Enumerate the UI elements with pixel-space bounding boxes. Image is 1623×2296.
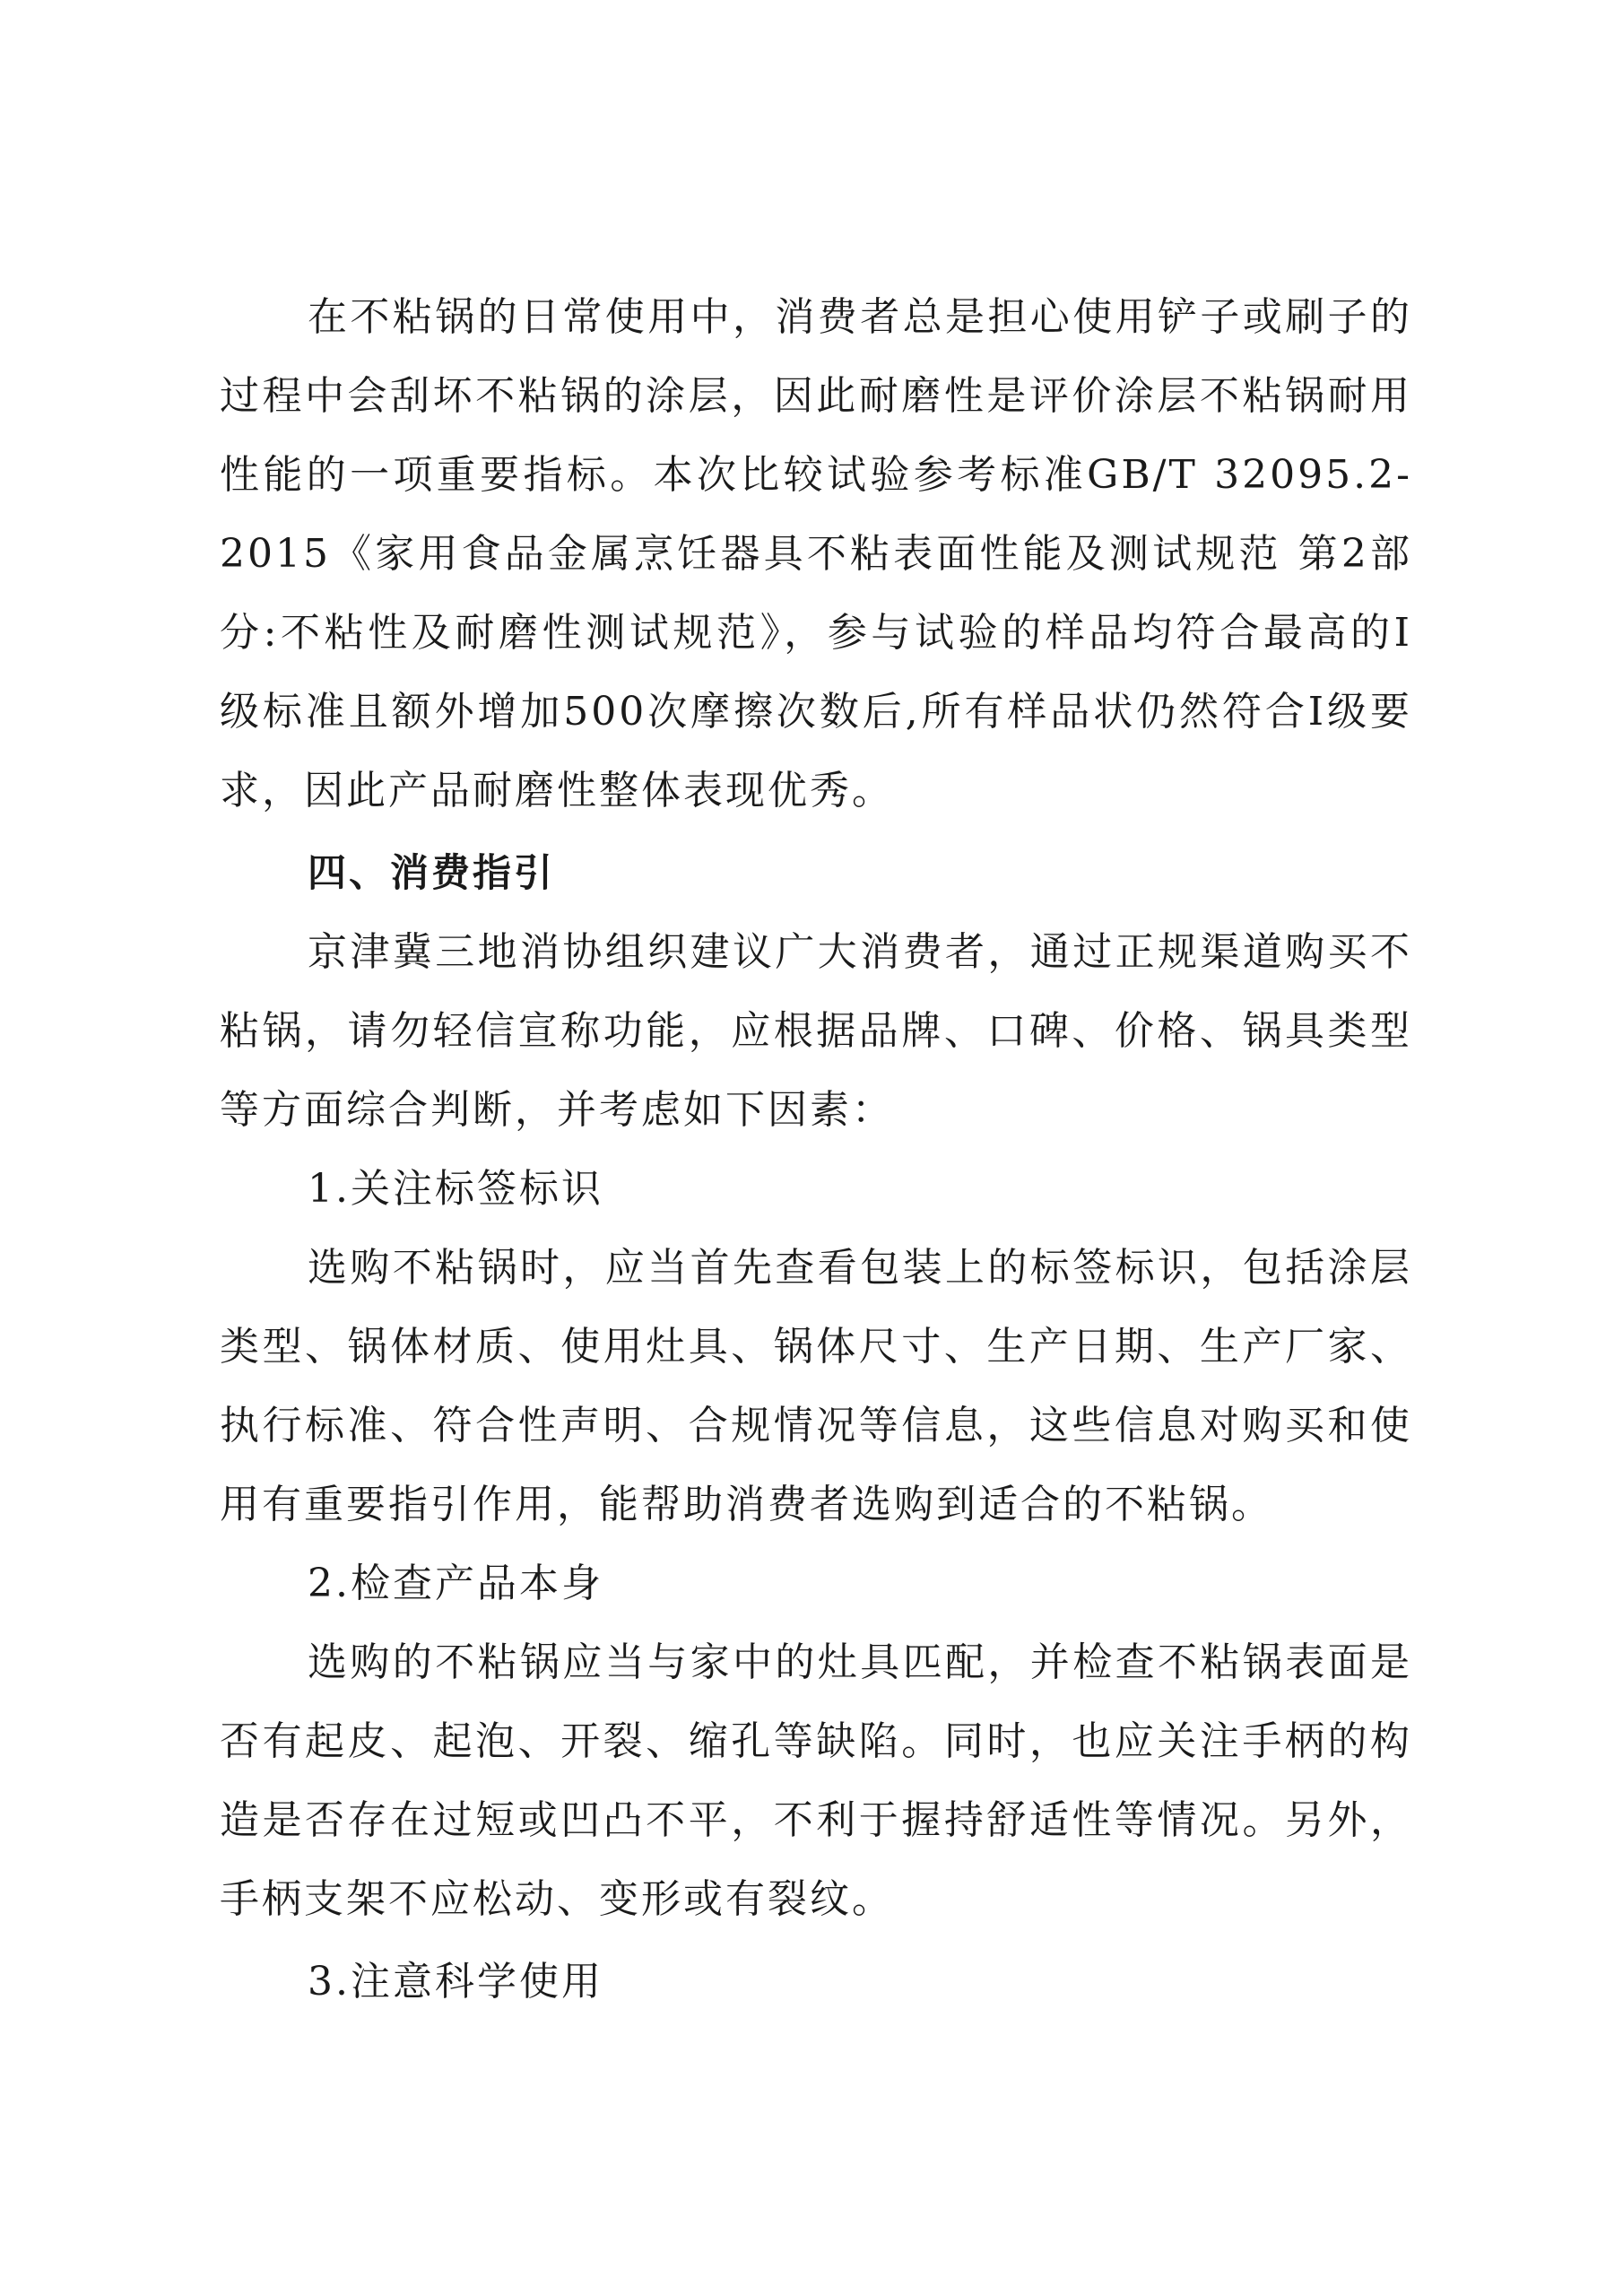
- item1-text: 选购不粘锅时，应当首先查看包装上的标签标识，包括涂层类型、锅体材质、使用灶具、锅体尺寸、生产日期、生产厂家、执行标准、符合性声明、合规情况等信息，这些信息对购买和使用有重要指引作用，能帮助消费者选购到适合的不粘锅。: [220, 1245, 1412, 1527]
- paragraph-intro: 京津冀三地消协组织建议广大消费者，通过正规渠道购买不粘锅，请勿轻信宣称功能，应根据品牌、口碑、价格、锅具类型等方面综合判断，并考虑如下因素：: [220, 929, 1412, 1133]
- paragraph-abrasion: 在不粘锅的日常使用中，消费者总是担心使用铲子或刷子的过程中会刮坏不粘锅的涂层，因此耐磨性是评价涂层不粘锅耐用性能的一项重要指标。本次比较试验参考标准GB/T 32095.2-2015《家用食品金属烹饪器具不粘表面性能及测试规范 第2部分:不粘性及耐磨性测试规范》，参与试验的样品均符合最高的Ⅰ级标准且额外增加500次摩擦次数后,所有样品状仍然符合Ⅰ级要求，因此产品耐磨性整体表现优秀。: [220, 294, 1412, 813]
- section-heading-consumer-guide: 四、消费指引: [308, 851, 555, 896]
- item2-text: 选购的不粘锅应当与家中的灶具匹配，并检查不粘锅表面是否有起皮、起泡、开裂、缩孔等缺陷。同时，也应关注手柄的构造是否存在过短或凹凸不平，不利于握持舒适性等情况。另外，手柄支架不应松动、变形或有裂纹。: [220, 1639, 1412, 1922]
- item2-title: 2.检查产品本身: [308, 1561, 603, 1606]
- item3-title: 3.注意科学使用: [308, 1959, 603, 2005]
- item1-title: 1.关注标签标识: [308, 1166, 603, 1212]
- document-body: [220, 278, 1412, 2022]
